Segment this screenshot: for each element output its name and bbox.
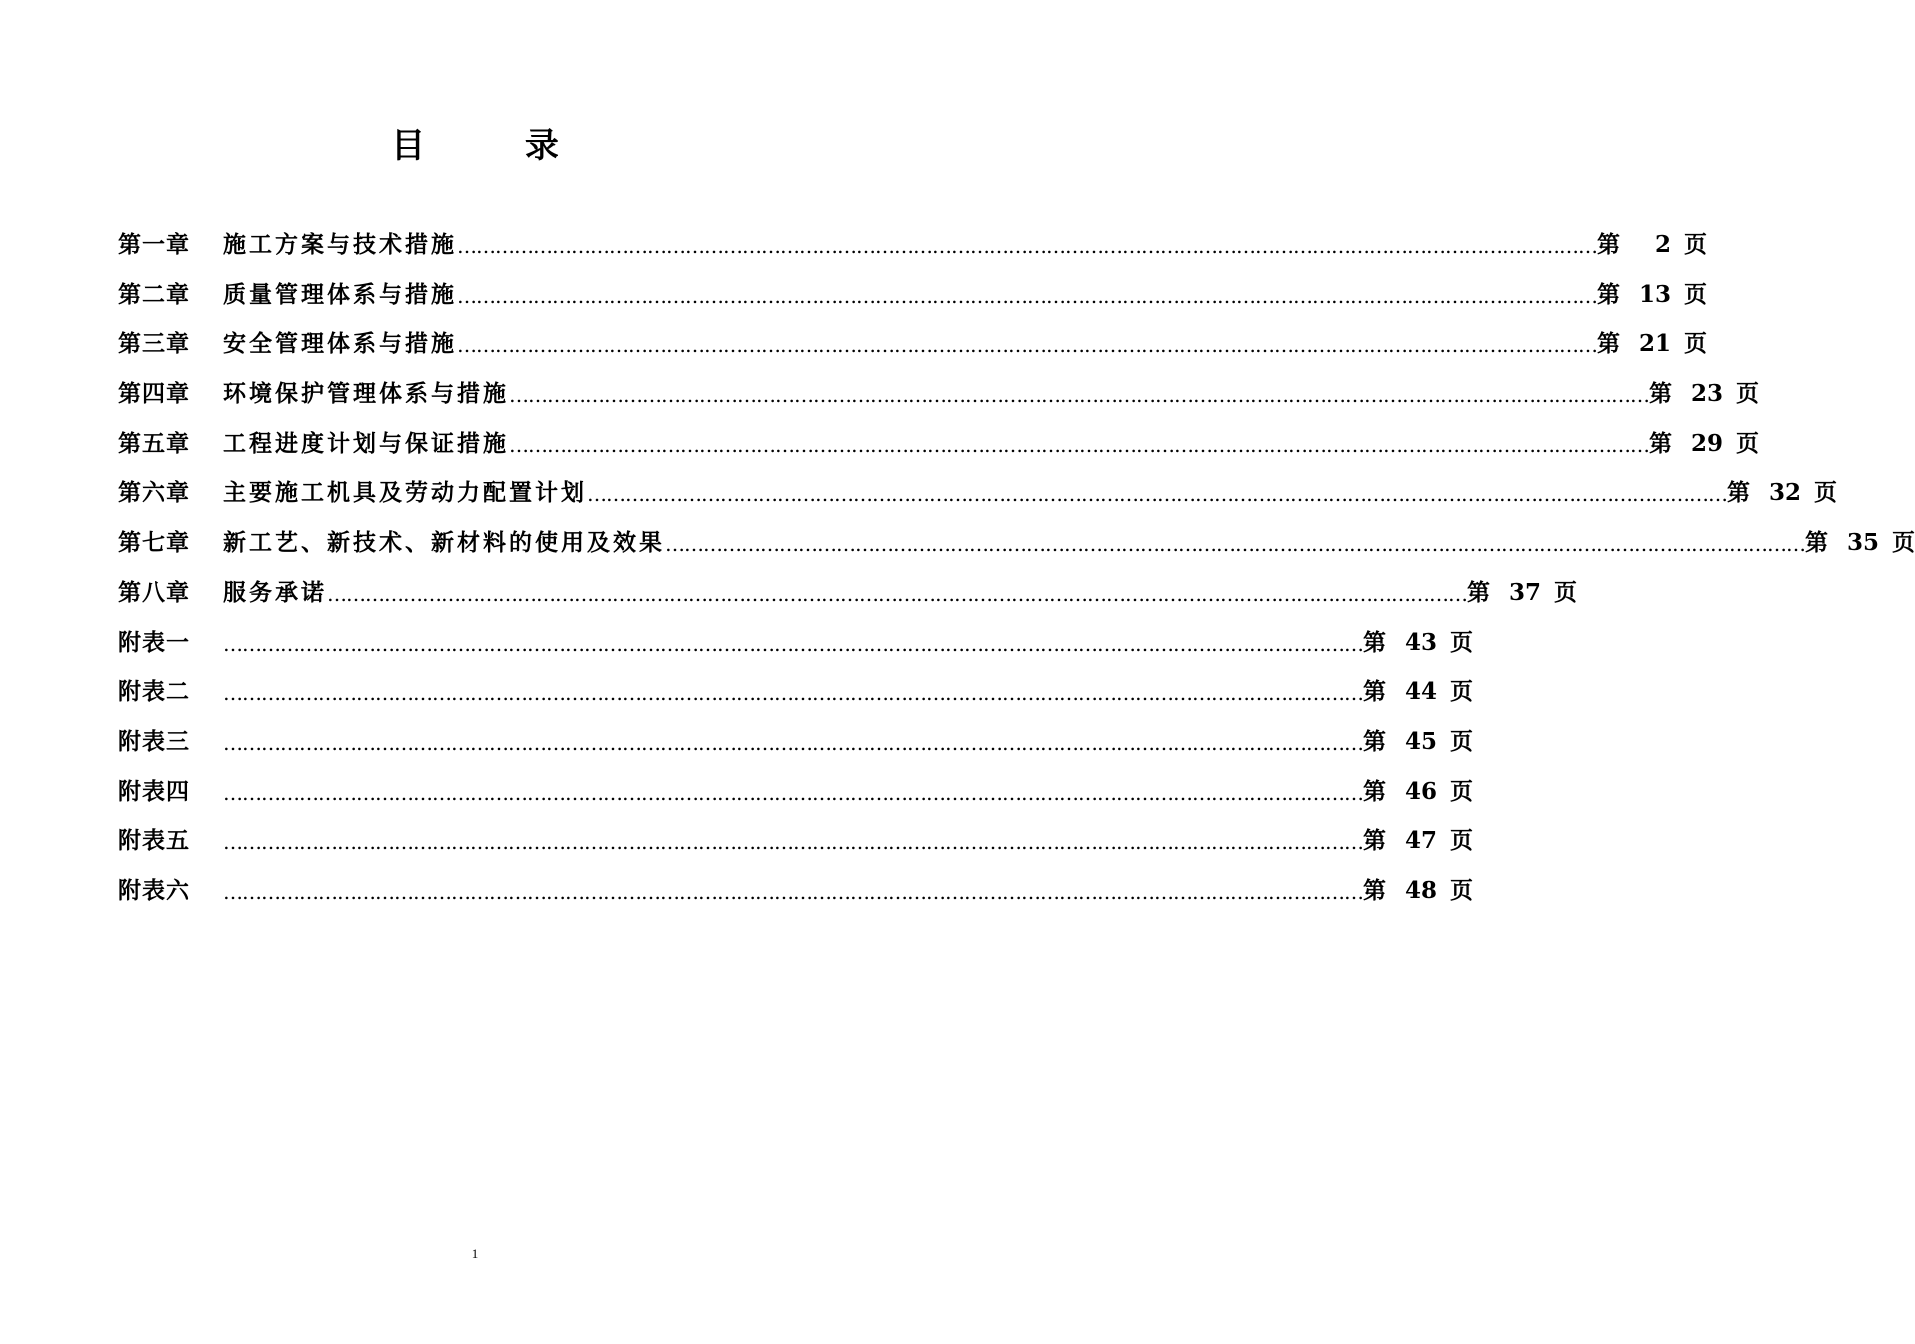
- toc-leader-dots: ………………………………………………………………………………………………………………………………………………………………: [223, 631, 1363, 656]
- toc-page-suffix: 页: [1736, 429, 1759, 457]
- toc-page-prefix: 第: [1597, 231, 1620, 258]
- page-number: 1: [471, 1246, 479, 1261]
- toc-chapter-label: 附表一: [118, 628, 190, 656]
- toc-entry[interactable]: [118, 424, 1759, 474]
- toc-page-suffix: 页: [1450, 727, 1473, 755]
- toc-page-number: 47: [1404, 827, 1437, 855]
- toc-chapter-label: 第二章: [118, 280, 190, 308]
- toc-page-suffix: 页: [1736, 380, 1759, 408]
- toc-leader-dots: ………………………………………………………………………………………………………………………………………………………………: [223, 681, 1363, 706]
- toc-page-prefix: 第: [1649, 380, 1672, 408]
- table-of-contents: [118, 225, 1915, 921]
- toc-page-number: 35: [1846, 529, 1879, 557]
- toc-chapter-label: 第一章: [118, 231, 190, 258]
- toc-chapter-label: 第八章: [118, 578, 190, 606]
- toc-leader-dots: ………………………………………………………………………………………………………………………………………………………………: [509, 383, 1649, 408]
- toc-page-suffix: 页: [1450, 678, 1473, 706]
- toc-entry[interactable]: [118, 523, 1915, 573]
- toc-chapter-label: 第三章: [118, 330, 190, 358]
- toc-page-prefix: 第: [1363, 727, 1386, 755]
- toc-entry[interactable]: [118, 473, 1837, 523]
- toc-entry[interactable]: [118, 722, 1473, 772]
- toc-page-ref: [1649, 374, 1759, 414]
- page-title: 目 录: [391, 126, 603, 166]
- toc-leader-dots: ………………………………………………………………………………………………………………………………………………………………: [457, 283, 1597, 308]
- toc-page-suffix: 页: [1450, 827, 1473, 855]
- toc-entry-title: 新工艺、新技术、新材料的使用及效果: [223, 529, 665, 557]
- toc-entry[interactable]: [118, 573, 1577, 623]
- toc-leader-dots: ………………………………………………………………………………………………………………………………………………………………: [457, 333, 1597, 358]
- toc-entry[interactable]: [118, 225, 1707, 275]
- toc-page-ref: [1363, 722, 1473, 762]
- toc-page-ref: [1597, 275, 1707, 315]
- toc-leader-dots: ………………………………………………………………………………………………………………………………………………………………: [665, 532, 1805, 557]
- toc-page-prefix: 第: [1363, 876, 1386, 904]
- toc-chapter-label: 附表六: [118, 876, 190, 904]
- toc-page-number: 43: [1404, 628, 1437, 656]
- toc-entry[interactable]: [118, 275, 1707, 325]
- toc-entry-title: 工程进度计划与保证措施: [223, 429, 509, 457]
- toc-chapter-label: 第七章: [118, 529, 190, 557]
- toc-page-number: 21: [1638, 330, 1671, 358]
- toc-entry-title: 环境保护管理体系与措施: [223, 380, 509, 408]
- toc-page-number: 2: [1654, 231, 1671, 258]
- toc-chapter-label: 附表四: [118, 777, 190, 805]
- toc-page-number: 45: [1404, 727, 1437, 755]
- toc-page-number: 37: [1508, 578, 1541, 606]
- toc-page-suffix: 页: [1450, 628, 1473, 656]
- toc-page-prefix: 第: [1363, 628, 1386, 656]
- toc-leader-dots: ………………………………………………………………………………………………………………………………………………………………: [223, 830, 1363, 855]
- toc-leader-dots: ………………………………………………………………………………………………………………………………………………………………: [509, 432, 1649, 457]
- toc-page-number: 13: [1638, 280, 1671, 308]
- toc-page-prefix: 第: [1363, 827, 1386, 855]
- toc-page-suffix: 页: [1684, 231, 1707, 258]
- toc-entry[interactable]: [118, 374, 1759, 424]
- toc-entry-title: 服务承诺: [223, 578, 327, 606]
- toc-entry-title: 质量管理体系与措施: [223, 280, 457, 308]
- toc-chapter-label: 附表五: [118, 827, 190, 855]
- toc-chapter-label: 附表二: [118, 678, 190, 706]
- toc-page-ref: [1597, 225, 1707, 265]
- toc-page-suffix: 页: [1814, 479, 1837, 507]
- toc-leader-dots: ………………………………………………………………………………………………………………………………………………………………: [587, 482, 1727, 507]
- toc-page-ref: [1467, 573, 1577, 613]
- toc-leader-dots: ………………………………………………………………………………………………………………………………………………………………: [223, 879, 1363, 904]
- toc-entry-title: 安全管理体系与措施: [223, 330, 457, 358]
- toc-leader-dots: ………………………………………………………………………………………………………………………………………………………………: [223, 730, 1363, 755]
- toc-page-ref: [1363, 623, 1473, 663]
- toc-page-ref: [1363, 772, 1473, 812]
- toc-page-prefix: 第: [1727, 479, 1750, 507]
- toc-chapter-label: 附表三: [118, 727, 190, 755]
- toc-page-suffix: 页: [1892, 529, 1915, 557]
- toc-page-prefix: 第: [1363, 678, 1386, 706]
- toc-page-number: 29: [1690, 429, 1723, 457]
- toc-page-prefix: 第: [1597, 280, 1620, 308]
- toc-page-prefix: 第: [1363, 777, 1386, 805]
- toc-entry[interactable]: [118, 672, 1473, 722]
- toc-chapter-label: 第六章: [118, 479, 190, 507]
- toc-page-number: 48: [1404, 876, 1437, 904]
- toc-page-number: 32: [1768, 479, 1801, 507]
- toc-page-ref: [1363, 821, 1473, 861]
- toc-leader-dots: ………………………………………………………………………………………………………………………………………………………………: [327, 581, 1467, 606]
- toc-page-ref: [1649, 424, 1759, 464]
- toc-page-prefix: 第: [1805, 529, 1828, 557]
- toc-entry-title: 施工方案与技术措施: [223, 231, 457, 258]
- toc-page-ref: [1363, 871, 1473, 911]
- toc-page-suffix: 页: [1450, 777, 1473, 805]
- toc-page-ref: [1805, 523, 1915, 563]
- toc-page-suffix: 页: [1554, 578, 1577, 606]
- toc-leader-dots: ………………………………………………………………………………………………………………………………………………………………: [223, 780, 1363, 805]
- toc-entry-title: 主要施工机具及劳动力配置计划: [223, 479, 587, 507]
- toc-entry[interactable]: [118, 324, 1707, 374]
- toc-page-number: 44: [1404, 678, 1437, 706]
- toc-page-ref: [1727, 473, 1837, 513]
- toc-page-number: 23: [1690, 380, 1723, 408]
- toc-page-ref: [1363, 672, 1473, 712]
- toc-entry[interactable]: [118, 871, 1473, 921]
- toc-page-prefix: 第: [1467, 578, 1490, 606]
- toc-leader-dots: ………………………………………………………………………………………………………………………………………………………………: [457, 234, 1597, 258]
- toc-page-prefix: 第: [1597, 330, 1620, 358]
- toc-page-prefix: 第: [1649, 429, 1672, 457]
- toc-entry[interactable]: [118, 821, 1473, 871]
- toc-entry[interactable]: [118, 772, 1473, 822]
- toc-page-suffix: 页: [1684, 330, 1707, 358]
- toc-page-ref: [1597, 324, 1707, 364]
- toc-chapter-label: 第四章: [118, 380, 190, 408]
- toc-entry[interactable]: [118, 623, 1473, 673]
- toc-page-number: 46: [1404, 777, 1437, 805]
- toc-page-suffix: 页: [1450, 876, 1473, 904]
- toc-page-suffix: 页: [1684, 280, 1707, 308]
- toc-chapter-label: 第五章: [118, 429, 190, 457]
